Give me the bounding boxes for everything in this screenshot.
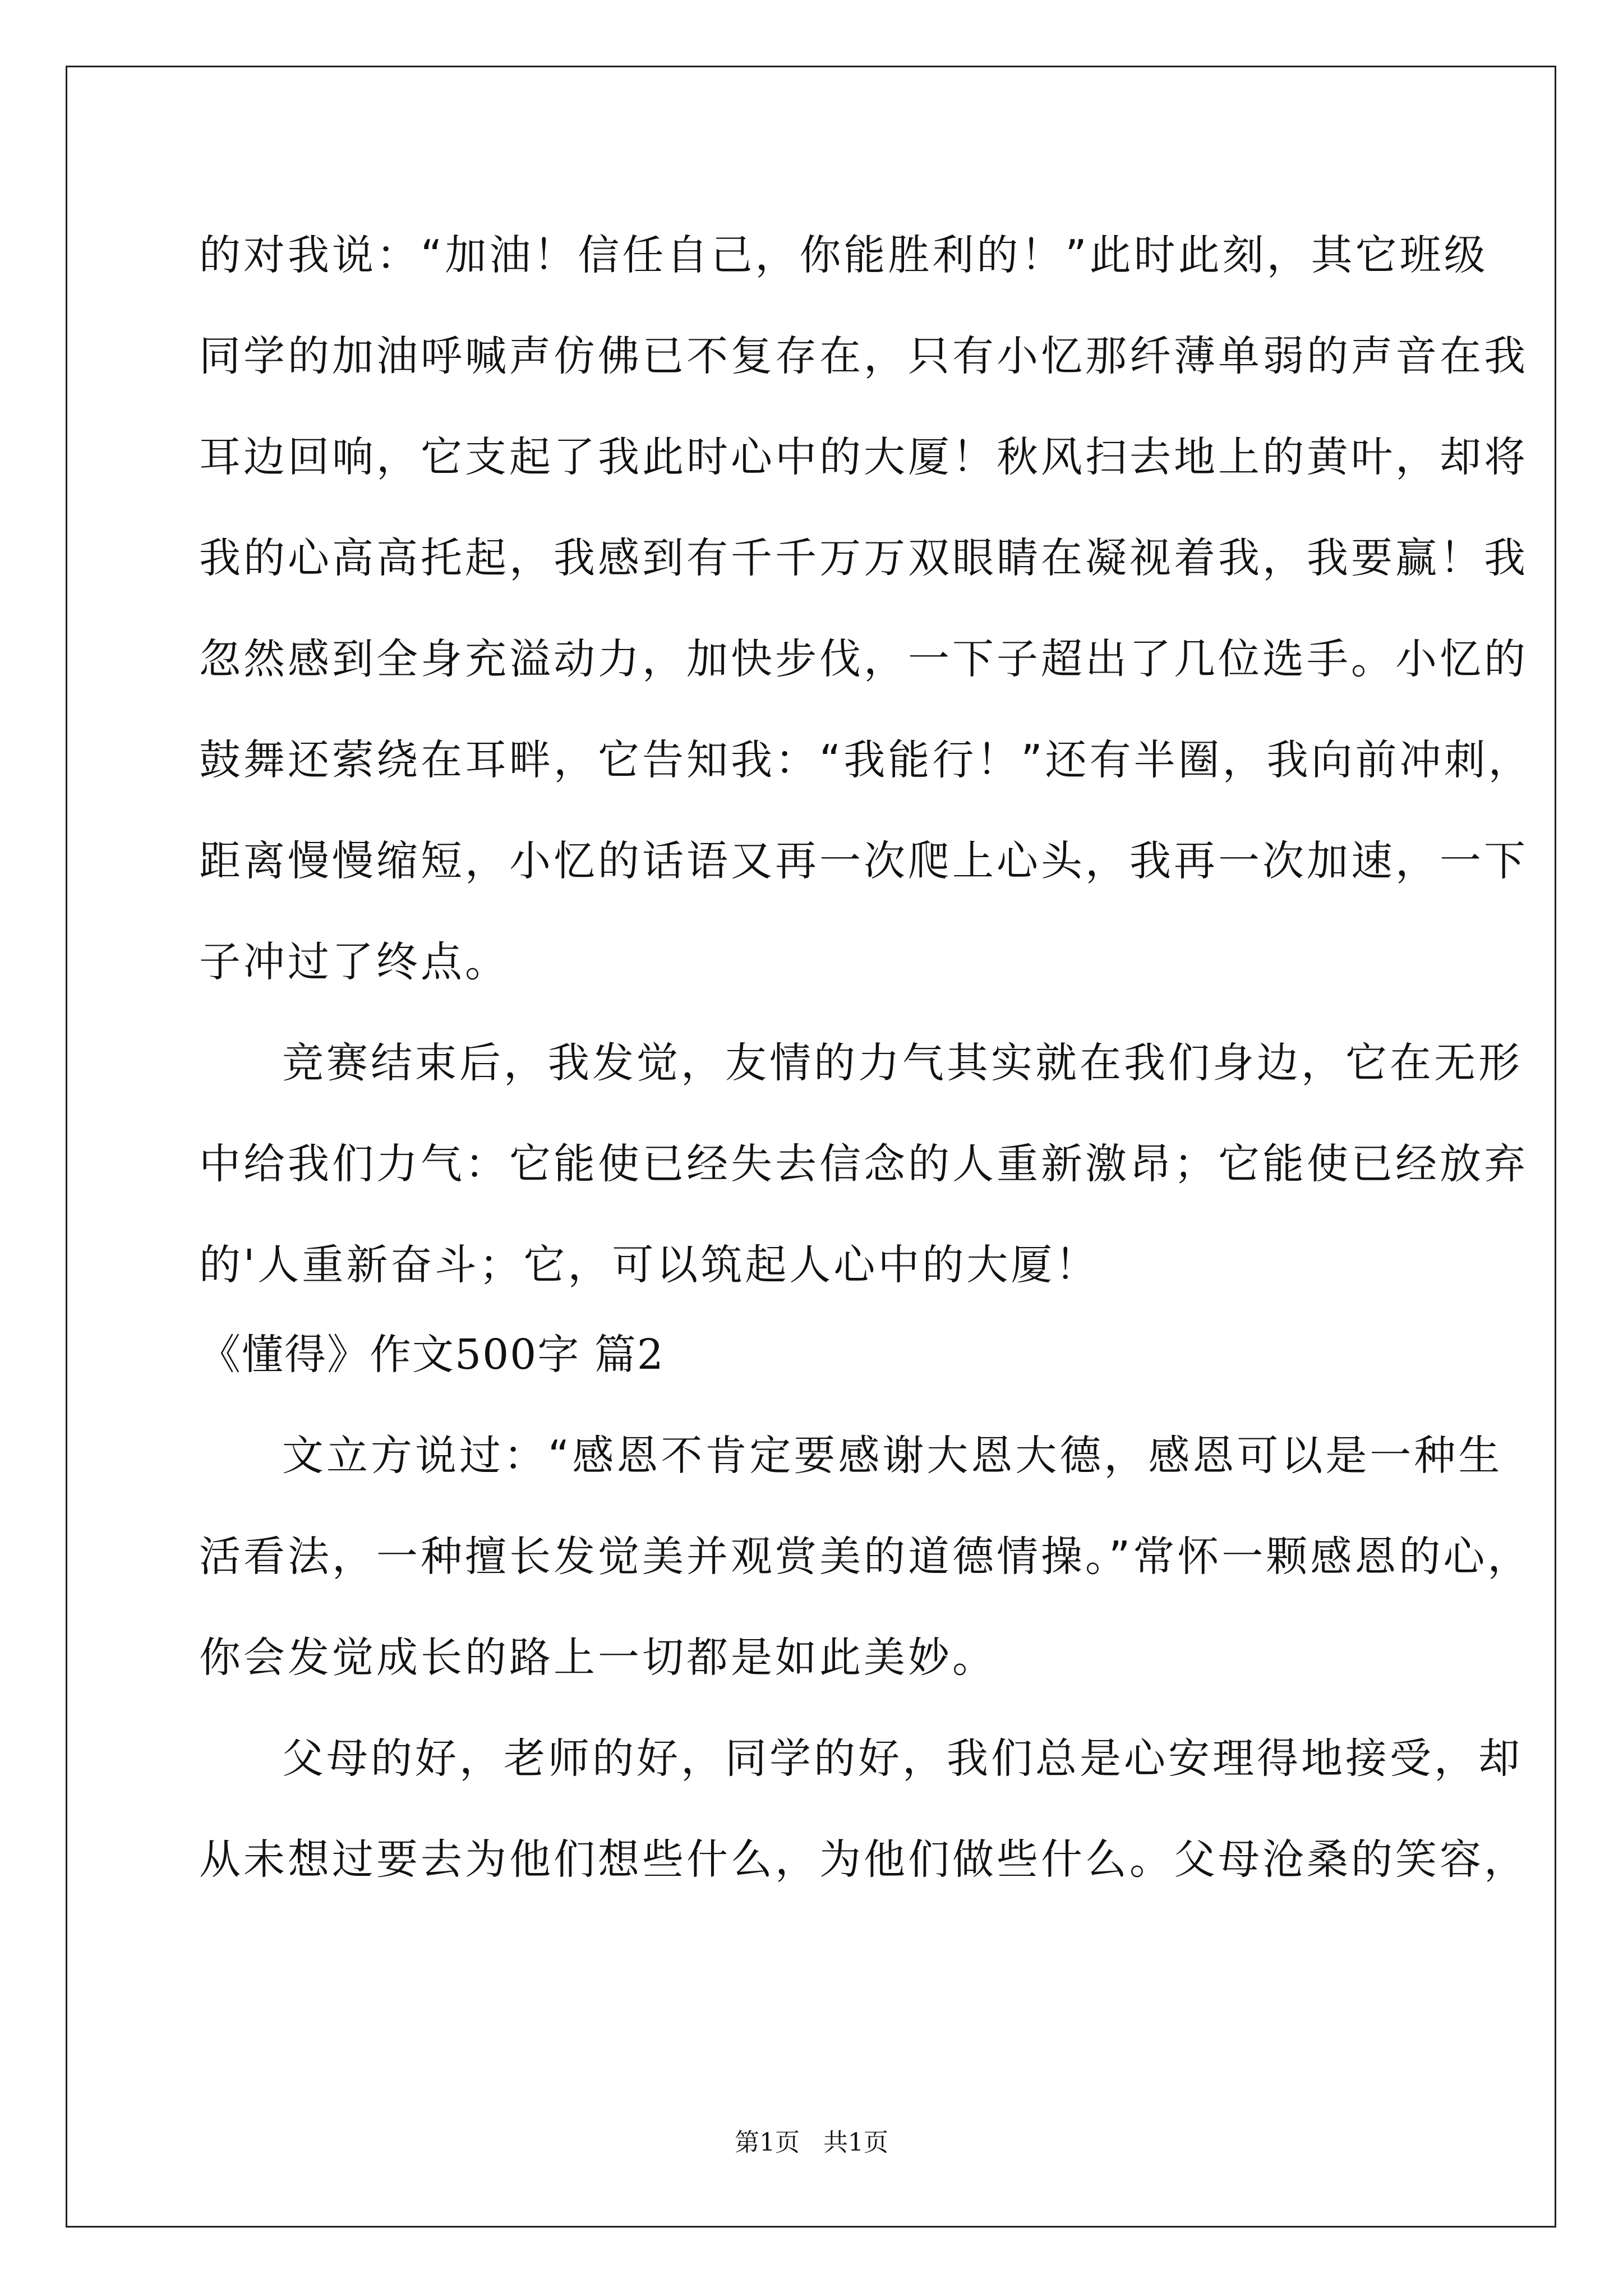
text-line: 竞赛结束后，我发觉，友情的力气其实就在我们身边，它在无形: [282, 1039, 1523, 1087]
page-number-label: 第1页 共1页: [735, 2128, 888, 2157]
text-line: 鼓舞还萦绕在耳畔，它告知我：“我能行！”还有半圈，我向前冲刺，: [199, 736, 1533, 784]
section-heading: 《懂得》作文500字 篇2: [199, 1331, 665, 1379]
text-line: 的对我说：“加油！信任自己，你能胜利的！”此时此刻，其它班级: [199, 231, 1488, 279]
text-line: 中给我们力气：它能使已经失去信念的人重新激昂；它能使已经放弃: [199, 1140, 1528, 1188]
text-line: 距离慢慢缩短，小忆的话语又再一次爬上心头，我再一次加速，一下: [199, 837, 1528, 885]
text-line: 从未想过要去为他们想些什么，为他们做些什么。父母沧桑的笑容，: [199, 1835, 1528, 1884]
text-line: 子冲过了终点。: [199, 938, 509, 986]
page-footer: [0, 2126, 1623, 2160]
text-line: 同学的加油呼喊声仿佛已不复存在，只有小忆那纤薄单弱的声音在我: [199, 332, 1528, 380]
text-line: 你会发觉成长的路上一切都是如此美妙。: [199, 1634, 997, 1682]
text-line: 活看法，一种擅长发觉美并观赏美的道德情操。”常怀一颗感恩的心，: [199, 1533, 1532, 1581]
text-line: 耳边回响，它支起了我此时心中的大厦！秋风扫去地上的黄叶，却将: [199, 433, 1528, 481]
text-line: 我的心高高托起，我感到有千千万万双眼睛在凝视着我，我要赢！我: [199, 534, 1528, 582]
text-line: 父母的好，老师的好，同学的好，我们总是心安理得地接受，却: [282, 1734, 1523, 1783]
text-line: 忽然感到全身充溢动力，加快步伐，一下子超出了几位选手。小忆的: [199, 635, 1528, 683]
text-line: 文立方说过：“感恩不肯定要感谢大恩大德，感恩可以是一种生: [282, 1432, 1503, 1480]
text-line: 的'人重新奋斗；它，可以筑起人心中的大厦！: [199, 1241, 1100, 1289]
